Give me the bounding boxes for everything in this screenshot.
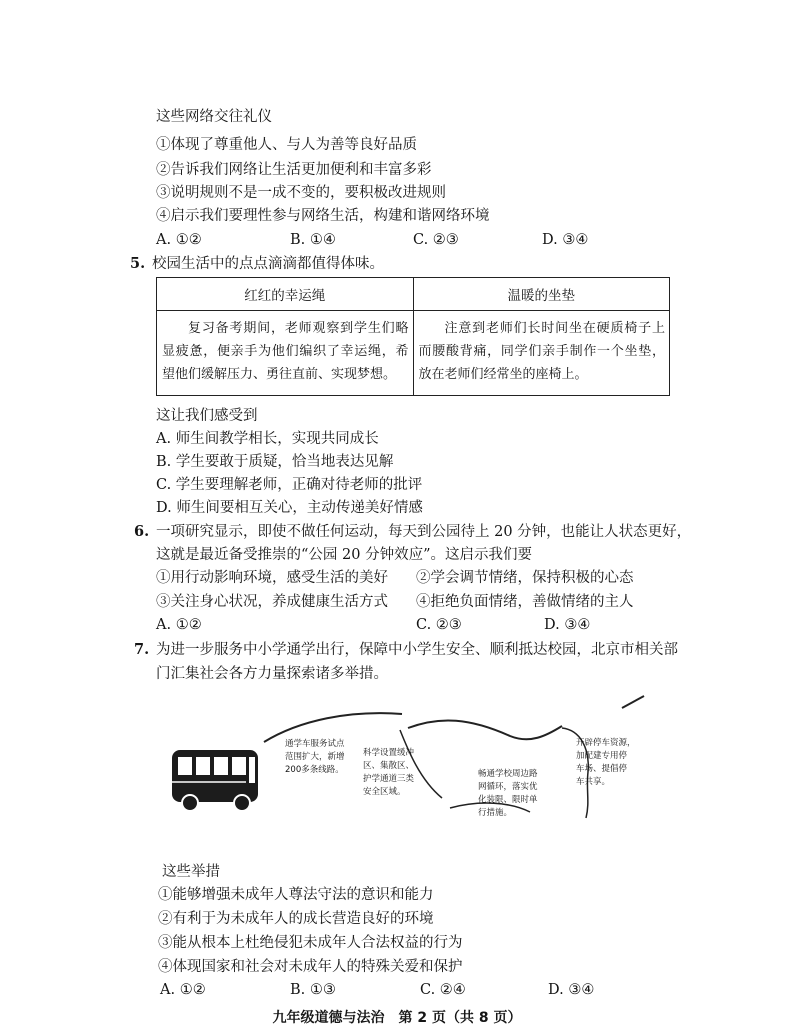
q7-statement-1: ①能够增强未成年人尊法守法的意识和能力 [158,887,434,903]
q4-lead: 这些网络交往礼仪 [156,109,272,125]
table-header-warm-cushion: 温暖的坐垫 [413,278,670,311]
q4-option-a: A. ①② [156,232,202,248]
q4-option-d: D. ③④ [542,232,589,248]
q7-stem-line-2: 门汇集社会各方力量探索诸多举措。 [156,666,388,682]
q4-option-c: C. ②③ [413,232,459,248]
q7-option-b: B. ①③ [290,982,336,998]
q7-option-c: C. ②④ [420,982,466,998]
q6-number: 6. [134,523,150,540]
zone-note-line-3: 护学通道三类 [363,774,415,784]
parking-note-line-2: 加配建专用停 [576,751,628,761]
parking-note-line-1: 开辟停车资源， [576,738,636,748]
road-note-line-3: 化装限、限时单 [478,795,538,805]
q4-statement-1: ①体现了尊重他人、与人为善等良好品质 [156,137,417,153]
parking-note-line-3: 车场、提倡停 [576,764,628,774]
q4-statement-4: ④启示我们要理性参与网络生活，构建和谐网络环境 [156,208,490,224]
table-cell-lucky-rope: 复习备考期间，老师观察到学生们略显疲惫，便亲手为他们编织了幸运绳，希望他们缓解压力、勇往直前、实现梦想。 [157,311,414,396]
q5-option-b: B. 学生要敢于质疑，恰当地表达见解 [156,454,394,470]
q6-option-a: A. ①② [156,617,202,633]
q7-statement-4: ④体现国家和社会对未成年人的特殊关爱和保护 [158,959,463,975]
parking-note-line-4: 车共享。 [576,777,611,787]
q5-option-a: A. 师生间教学相长，实现共同成长 [156,431,379,447]
q5-number: 5. [130,255,146,272]
table-header-lucky-rope: 红红的幸运绳 [157,278,414,311]
road-line-icon [408,720,562,739]
q5-stem: 校园生活中的点点滴滴都值得体味。 [152,256,384,272]
q7-statement-3: ③能从根本上杜绝侵犯未成年人合法权益的行为 [158,935,463,951]
q6-statement-2: ②学会调节情绪，保持积极的心态 [416,570,634,586]
q7-lead: 这些举措 [162,864,220,880]
zone-note-line-2: 区、集散区、 [363,761,415,771]
table-cell-warm-cushion: 注意到老师们长时间坐在硬质椅子上而腰酸背痛，同学们亲手制作一个坐垫，放在老师们经常坐的座椅上。 [413,311,670,396]
bus-note-line-1: 通学车服务试点 [285,739,345,749]
road-note-line-1: 畅通学校周边路 [478,769,538,779]
q6-option-c: C. ②③ [416,617,462,633]
q6-statement-4: ④拒绝负面情绪，善做情绪的主人 [416,594,634,610]
q7-statement-2: ②有利于为未成年人的成长营造良好的环境 [158,911,434,927]
q7-number: 7. [134,641,150,658]
q4-option-b: B. ①④ [290,232,336,248]
q6-statement-1: ①用行动影响环境，感受生活的美好 [156,570,388,586]
q5-option-d: D. 师生间要相互关心，主动传递美好情感 [156,500,423,516]
q6-stem-line-1: 一项研究显示，即使不做任何运动，每天到公园待上 20 分钟，也能让人状态更好， [156,524,692,540]
q6-statement-3: ③关注身心状况，养成健康生活方式 [156,594,388,610]
road-note-line-4: 行措施。 [478,808,513,818]
q4-statement-2: ②告诉我们网络让生活更加便利和丰富多彩 [156,162,432,178]
q7-stem-line-1: 为进一步服务中小学通学出行，保障中小学生安全、顺利抵达校园，北京市相关部 [156,642,678,658]
q5-lead: 这让我们感受到 [156,408,258,424]
zone-note-line-1: 科学设置缓冲 [363,748,415,758]
bus-note-line-3: 200多条线路。 [285,765,344,775]
page-footer: 九年级道德与法治 第 2 页（共 8 页） [272,1010,522,1026]
bus-icon [172,750,258,811]
q7-option-d: D. ③④ [548,982,595,998]
q6-option-d: D. ③④ [544,617,591,633]
q7-option-a: A. ①② [160,982,206,998]
q5-story-table [156,277,670,396]
q6-stem-line-2: 这就是最近备受推崇的“公园 20 分钟效应”。这启示我们要 [156,547,532,563]
bus-note-line-2: 范围扩大，新增 [285,752,345,762]
q5-option-c: C. 学生要理解老师，正确对待老师的批评 [156,477,423,493]
q4-statement-3: ③说明规则不是一成不变的，要积极改进规则 [156,185,446,201]
road-line-icon [622,696,644,708]
road-note-line-2: 网循环，落实优 [478,782,538,792]
zone-note-line-4: 安全区域。 [363,787,406,797]
